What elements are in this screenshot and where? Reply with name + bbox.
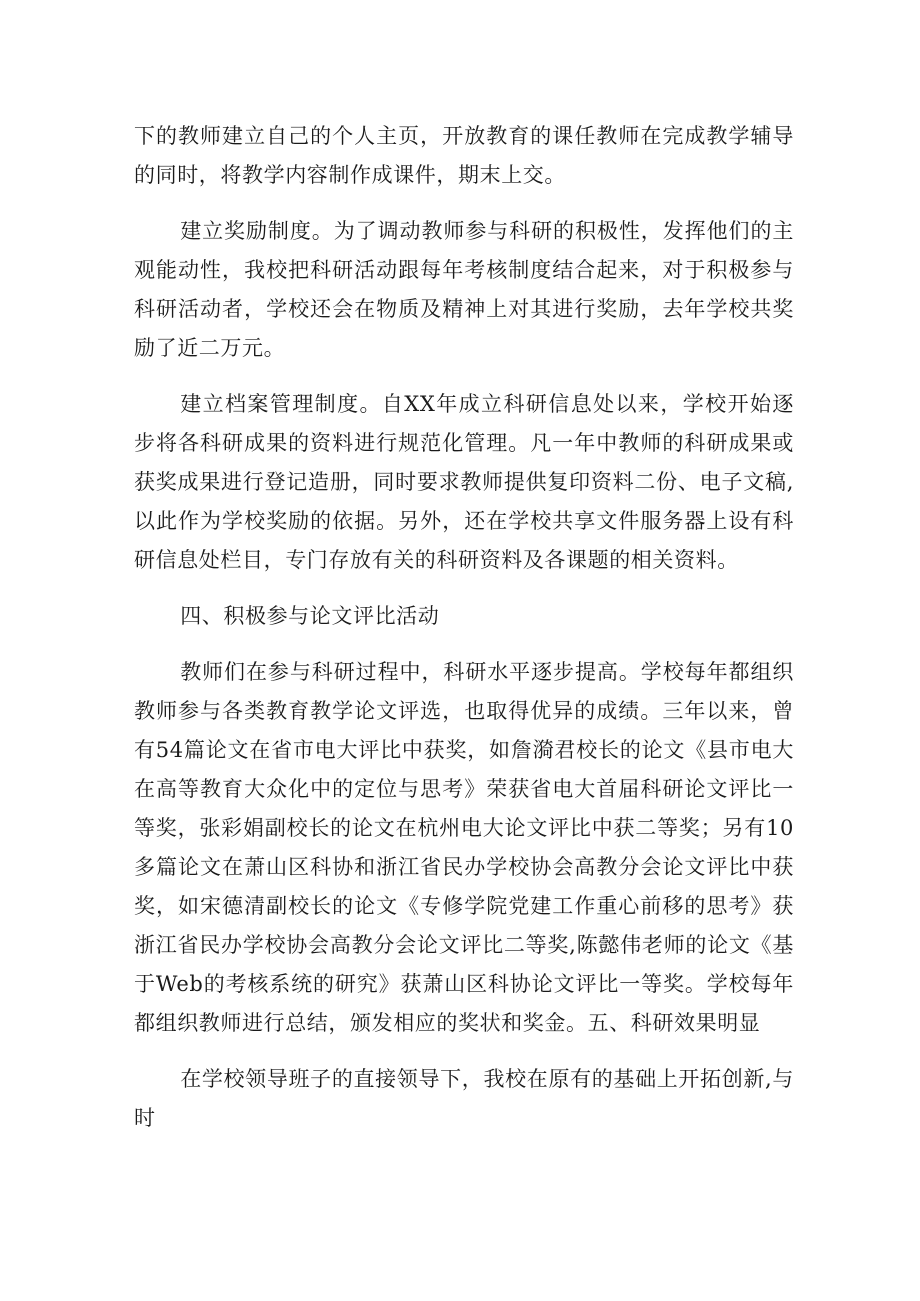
document-body xyxy=(134,117,794,1138)
section-heading-four: 四、积极参与论文评比活动 xyxy=(180,604,440,628)
paragraph-reward-system: 建立奖励制度。为了调动教师参与科研的积极性，发挥他们的主观能动性，我校把科研活动跟每年考核制度结合起来，对于积极参与科研活动者，学校还会在物质及精神上对其进行奖励，去年学校共奖励了近二万元。 xyxy=(134,219,794,360)
paragraph-archive-system: 建立档案管理制度。自XX年成立科研信息处以来，学校开始逐步将各科研成果的资料进行规范化管理。凡一年中教师的科研成果或获奖成果进行登记造册，同时要求教师提供复印资料二份、电子文稿,以此作为学校奖励的依据。另外，还在学校共享文件服务器上设有科研信息处栏目，专门存放有关的科研资料及各课题的相关资料。 xyxy=(134,392,794,572)
paragraph-courseware: 下的教师建立自己的个人主页，开放教育的课任教师在完成教学辅导的同时，将教学内容制作成课件，期末上交。 xyxy=(134,124,794,187)
paragraph-paper-awards: 教师们在参与科研过程中，科研水平逐步提高。学校每年都组织教师参与各类教育教学论文评选，也取得优异的成绩。三年以来，曾有54篇论文在省市电大评比中获奖，如詹漪君校长的论文《县市电大在高等教育大众化中的定位与思考》荣获省电大首届科研论文评比一等奖，张彩娟副校长的论文在杭州电大论文评比中获二等奖；另有10多篇论文在萧山区科协和浙江省民办学校协会高教分会论文评比中获奖，如宋德清副校长的论文《专修学院党建工作重心前移的思考》获浙江省民办学校协会高教分会论文评比二等奖,陈懿伟老师的论文《基于Web的考核系统的研究》获萧山区科协论文评比一等奖。学校每年都组织教师进行总结，颁发相应的奖状和奖金。五、科研效果明显 xyxy=(134,660,794,1035)
paragraph-leadership: 在学校领导班子的直接领导下，我校在原有的基础上开拓创新,与时 xyxy=(134,1067,794,1130)
